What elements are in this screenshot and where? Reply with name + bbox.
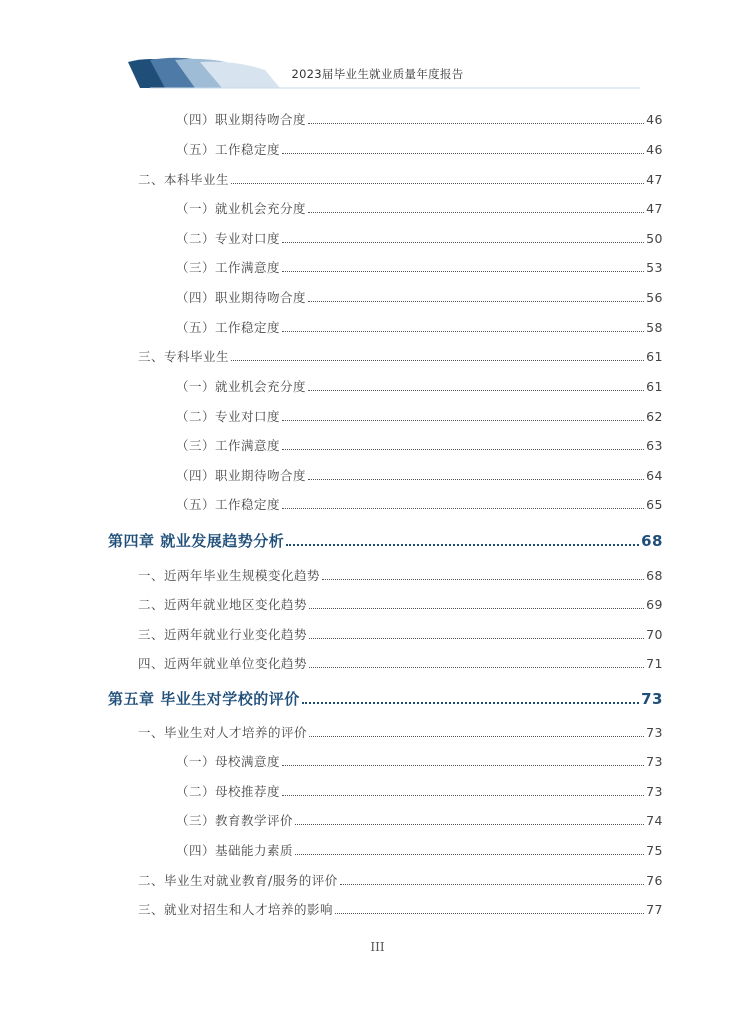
toc-entry-label: 二、近两年就业地区变化趋势: [138, 597, 308, 612]
toc-entry-label: （三）教育教学评价: [176, 813, 294, 828]
toc-section-entry[interactable]: [138, 654, 663, 672]
toc-leader-dots: [282, 765, 644, 766]
toc-entry-label: 三、就业对招生和人才培养的影响: [138, 902, 334, 917]
toc-subsection-entry[interactable]: [176, 407, 663, 425]
toc-leader-dots: [308, 390, 644, 391]
toc-entry-label: 二、毕业生对就业教育/服务的评价: [138, 873, 338, 888]
toc-entry-page: 76: [646, 873, 663, 888]
toc-entry-page: 63: [646, 438, 663, 453]
toc-entry-page: 65: [646, 497, 663, 512]
toc-entry-label: 二、本科毕业生: [138, 172, 230, 187]
toc-entry-page: 53: [646, 260, 663, 275]
toc-section-entry[interactable]: [138, 170, 663, 188]
toc-leader-dots: [335, 913, 644, 914]
toc-section-entry[interactable]: [138, 900, 663, 918]
toc-entry-page: 71: [646, 656, 663, 671]
toc-leader-dots: [340, 884, 644, 885]
toc-subsection-entry[interactable]: [176, 466, 663, 484]
toc-entry-label: （二）母校推荐度: [176, 784, 281, 799]
toc-entry-label: （一）就业机会充分度: [176, 201, 307, 216]
toc-entry-label: （三）工作满意度: [176, 260, 281, 275]
toc-entry-page: 68: [646, 568, 663, 583]
toc-entry-page: 61: [646, 349, 663, 364]
toc-entry-page: 64: [646, 468, 663, 483]
toc-entry-label: （四）基础能力素质: [176, 843, 294, 858]
toc-leader-dots: [309, 667, 644, 668]
page-number: III: [370, 940, 385, 954]
toc-leader-dots: [309, 736, 644, 737]
toc-entry-label: （五）工作稳定度: [176, 497, 281, 512]
toc-entry-label: （五）工作稳定度: [176, 142, 281, 157]
toc-subsection-entry[interactable]: [176, 377, 663, 395]
toc-subsection-entry[interactable]: [176, 495, 663, 513]
toc-leader-dots: [231, 183, 644, 184]
toc-section-entry[interactable]: [138, 723, 663, 741]
toc-leader-dots: [282, 795, 644, 796]
toc-entry-page: 46: [646, 142, 663, 157]
toc-leader-dots: [295, 824, 644, 825]
toc-subsection-entry[interactable]: [176, 318, 663, 336]
toc-entry-page: 62: [646, 409, 663, 424]
toc-entry-page: 77: [646, 902, 663, 917]
toc-section-entry[interactable]: [138, 625, 663, 643]
toc-subsection-entry[interactable]: [176, 199, 663, 217]
toc-entry-label: （四）职业期待吻合度: [176, 112, 307, 127]
toc-section-entry[interactable]: [138, 347, 663, 365]
toc-section-entry[interactable]: [138, 871, 663, 889]
toc-subsection-entry[interactable]: [176, 110, 663, 128]
toc-leader-dots: [302, 702, 639, 704]
toc-entry-label: （一）母校满意度: [176, 754, 281, 769]
toc-entry-label: 第四章 就业发展趋势分析: [108, 532, 285, 550]
toc-leader-dots: [282, 420, 644, 421]
toc-leader-dots: [282, 242, 644, 243]
toc-entry-label: （四）职业期待吻合度: [176, 468, 307, 483]
toc-subsection-entry[interactable]: [176, 288, 663, 306]
header-wave-decoration: [0, 0, 755, 100]
toc-leader-dots: [308, 301, 644, 302]
toc-leader-dots: [282, 331, 644, 332]
toc-entry-label: （二）专业对口度: [176, 231, 281, 246]
toc-entry-page: 73: [641, 690, 663, 708]
toc-subsection-entry[interactable]: [176, 258, 663, 276]
toc-entry-page: 56: [646, 290, 663, 305]
toc-entry-page: 73: [646, 784, 663, 799]
toc-entry-page: 61: [646, 379, 663, 394]
toc-subsection-entry[interactable]: [176, 436, 663, 454]
toc-entry-label: （二）专业对口度: [176, 409, 281, 424]
toc-entry-page: 74: [646, 813, 663, 828]
toc-leader-dots: [295, 854, 644, 855]
toc-chapter-entry[interactable]: [108, 530, 663, 551]
toc-entry-page: 46: [646, 112, 663, 127]
toc-entry-page: 58: [646, 320, 663, 335]
toc-entry-page: 69: [646, 597, 663, 612]
toc-entry-page: 50: [646, 231, 663, 246]
toc-subsection-entry[interactable]: [176, 782, 663, 800]
toc-entry-page: 70: [646, 627, 663, 642]
toc-entry-label: 一、毕业生对人才培养的评价: [138, 725, 308, 740]
toc-entry-label: 第五章 毕业生对学校的评价: [108, 690, 300, 708]
toc-entry-label: 三、专科毕业生: [138, 349, 230, 364]
toc-entry-page: 68: [641, 532, 663, 550]
toc-leader-dots: [309, 608, 644, 609]
toc-leader-dots: [282, 508, 644, 509]
toc-entry-page: 73: [646, 725, 663, 740]
toc-subsection-entry[interactable]: [176, 229, 663, 247]
toc-leader-dots: [231, 360, 644, 361]
toc-leader-dots: [282, 153, 644, 154]
toc-leader-dots: [282, 449, 644, 450]
toc-entry-label: （四）职业期待吻合度: [176, 290, 307, 305]
toc-entry-page: 47: [646, 201, 663, 216]
toc-entry-label: 一、近两年毕业生规模变化趋势: [138, 568, 321, 583]
toc-entry-label: 四、近两年就业单位变化趋势: [138, 656, 308, 671]
toc-leader-dots: [282, 271, 644, 272]
toc-leader-dots: [308, 212, 644, 213]
toc-entry-label: （五）工作稳定度: [176, 320, 281, 335]
toc-entry-label: （一）就业机会充分度: [176, 379, 307, 394]
toc-section-entry[interactable]: [138, 595, 663, 613]
toc-leader-dots: [322, 579, 644, 580]
toc-section-entry[interactable]: [138, 566, 663, 584]
toc-subsection-entry[interactable]: [176, 140, 663, 158]
header-title: 2023届毕业生就业质量年度报告: [291, 67, 464, 81]
toc-entry-page: 47: [646, 172, 663, 187]
toc-leader-dots: [286, 544, 639, 546]
toc-entry-page: 75: [646, 843, 663, 858]
toc-leader-dots: [308, 123, 644, 124]
toc-entry-page: 73: [646, 754, 663, 769]
toc-subsection-entry[interactable]: [176, 841, 663, 859]
toc-leader-dots: [309, 638, 644, 639]
toc-chapter-entry[interactable]: [108, 688, 663, 709]
toc-entry-label: 三、近两年就业行业变化趋势: [138, 627, 308, 642]
toc-entry-label: （三）工作满意度: [176, 438, 281, 453]
toc-subsection-entry[interactable]: [176, 752, 663, 770]
toc-leader-dots: [308, 479, 644, 480]
toc-subsection-entry[interactable]: [176, 811, 663, 829]
